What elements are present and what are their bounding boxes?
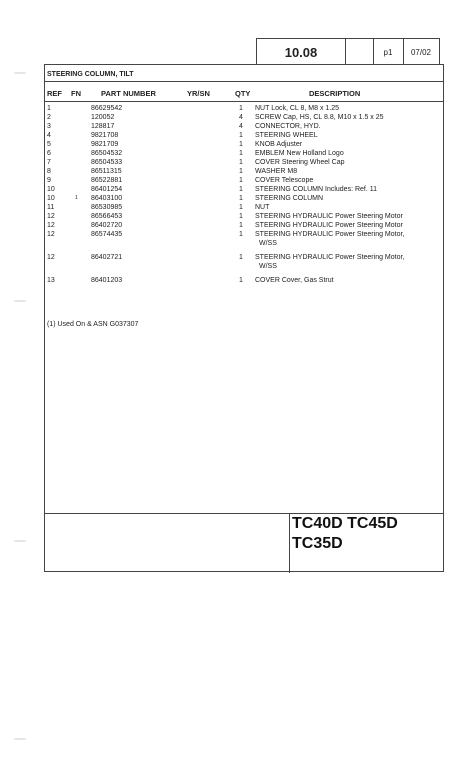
part-number-cell: 86530985 xyxy=(91,204,123,211)
qty-cell: 1 xyxy=(239,254,243,261)
ref-cell: 13 xyxy=(47,277,55,284)
description-cell: EMBLEM New Holland Logo xyxy=(255,150,344,157)
section-title: STEERING COLUMN, TILT xyxy=(47,71,134,78)
ref-cell: 11 xyxy=(47,204,55,211)
qty-cell: 1 xyxy=(239,204,243,211)
page-number: p1 xyxy=(383,47,393,57)
part-number-cell: 86574435 xyxy=(91,231,123,238)
binder-hole-mark xyxy=(14,300,26,302)
part-number-cell: 86511315 xyxy=(91,168,122,175)
qty-cell: 1 xyxy=(239,168,243,175)
parts-list-frame xyxy=(44,64,444,572)
model-list xyxy=(292,514,398,554)
column-header-part-number: PART NUMBER xyxy=(101,89,156,98)
description-cell: STEERING WHEEL xyxy=(255,132,318,139)
description-cell: STEERING COLUMN xyxy=(255,195,324,202)
ref-cell: 10 xyxy=(47,186,55,193)
qty-cell: 1 xyxy=(239,186,243,193)
description-cell: COVER Telescope xyxy=(255,177,314,184)
part-number-cell: 86504533 xyxy=(91,159,123,166)
description-cell: STEERING COLUMN Includes: Ref. 11 xyxy=(255,186,378,193)
part-number-cell: 86629542 xyxy=(91,105,123,112)
fn-cell: 1 xyxy=(75,195,78,201)
ref-cell: 8 xyxy=(47,168,51,175)
model-line-1: TC40D TC45D xyxy=(292,515,398,532)
part-number-cell: 86401203 xyxy=(91,277,123,284)
part-number-cell: 86402721 xyxy=(91,254,123,261)
qty-cell: 1 xyxy=(239,177,243,184)
qty-cell: 1 xyxy=(239,231,243,238)
description-cell: CONNECTOR, HYD. xyxy=(255,123,321,130)
column-header-fn: FN xyxy=(71,89,81,98)
description-cell: STEERING HYDRAULIC Power Steering Motor, xyxy=(255,231,405,238)
description-cell: KNOB Adjuster xyxy=(255,141,303,148)
part-number-cell: 120052 xyxy=(91,114,115,121)
part-number-cell: 128817 xyxy=(91,123,115,130)
qty-cell: 1 xyxy=(239,141,243,148)
description-cell: STEERING HYDRAULIC Power Steering Motor xyxy=(255,213,403,220)
qty-cell: 1 xyxy=(239,213,243,220)
qty-cell: 1 xyxy=(239,222,243,229)
footnote: (1) Used On & ASN G037307 xyxy=(47,321,139,328)
page-header-box xyxy=(256,38,440,64)
column-header-qty: QTY xyxy=(235,89,251,98)
description-cell: STEERING HYDRAULIC Power Steering Motor xyxy=(255,222,403,229)
part-number-cell: 86401254 xyxy=(91,186,123,193)
binder-hole-mark xyxy=(14,738,26,740)
binder-hole-mark xyxy=(14,72,26,74)
part-number-cell: 86522881 xyxy=(91,177,123,184)
description-cell: COVER Cover, Gas Strut xyxy=(255,277,334,284)
description-cell: NUT xyxy=(255,204,270,211)
model-line-2: TC35D xyxy=(292,535,343,552)
column-header-ref: REF xyxy=(47,89,62,98)
ref-cell: 10 xyxy=(47,195,55,202)
qty-cell: 4 xyxy=(239,123,243,130)
qty-cell: 1 xyxy=(239,150,243,157)
qty-cell: 4 xyxy=(239,114,243,121)
ref-cell: 1 xyxy=(47,105,51,112)
part-number-cell: 86504532 xyxy=(91,150,123,157)
binder-hole-mark xyxy=(14,540,26,542)
qty-cell: 1 xyxy=(239,105,243,112)
ref-cell: 6 xyxy=(47,150,51,157)
description-cell: SCREW Cap, HS, CL 8.8, M10 x 1.5 x 25 xyxy=(255,114,384,121)
part-number-cell: 86403100 xyxy=(91,195,123,202)
description-cell: STEERING HYDRAULIC Power Steering Motor, xyxy=(255,254,405,261)
ref-cell: 7 xyxy=(47,159,51,166)
ref-cell: 12 xyxy=(47,213,55,220)
column-header-yrsn: YR/SN xyxy=(187,89,210,98)
ref-cell: 3 xyxy=(47,123,51,130)
qty-cell: 1 xyxy=(239,159,243,166)
part-number-cell: 86402720 xyxy=(91,222,123,229)
qty-cell: 1 xyxy=(239,195,243,202)
description-cell: WASHER M8 xyxy=(255,168,298,175)
description-cell: NUT Lock, CL 8, M8 x 1.25 xyxy=(255,105,340,112)
description-cell: COVER Steering Wheel Cap xyxy=(255,159,345,166)
part-number-cell: 9821708 xyxy=(91,132,119,139)
ref-cell: 2 xyxy=(47,114,51,121)
ref-cell: 12 xyxy=(47,222,55,229)
qty-cell: 1 xyxy=(239,277,243,284)
revision-date: 07/02 xyxy=(410,47,432,57)
description-cell-continued: W/SS xyxy=(259,240,277,247)
ref-cell: 5 xyxy=(47,141,51,148)
qty-cell: 1 xyxy=(239,132,243,139)
ref-cell: 4 xyxy=(47,132,51,139)
ref-cell: 9 xyxy=(47,177,51,184)
part-number-cell: 9821709 xyxy=(91,141,119,148)
column-header-description: DESCRIPTION xyxy=(309,89,361,98)
page-code: 10.08 xyxy=(284,44,318,60)
ref-cell: 12 xyxy=(47,254,55,261)
ref-cell: 12 xyxy=(47,231,55,238)
part-number-cell: 86566453 xyxy=(91,213,123,220)
description-cell-continued: W/SS xyxy=(259,263,277,270)
